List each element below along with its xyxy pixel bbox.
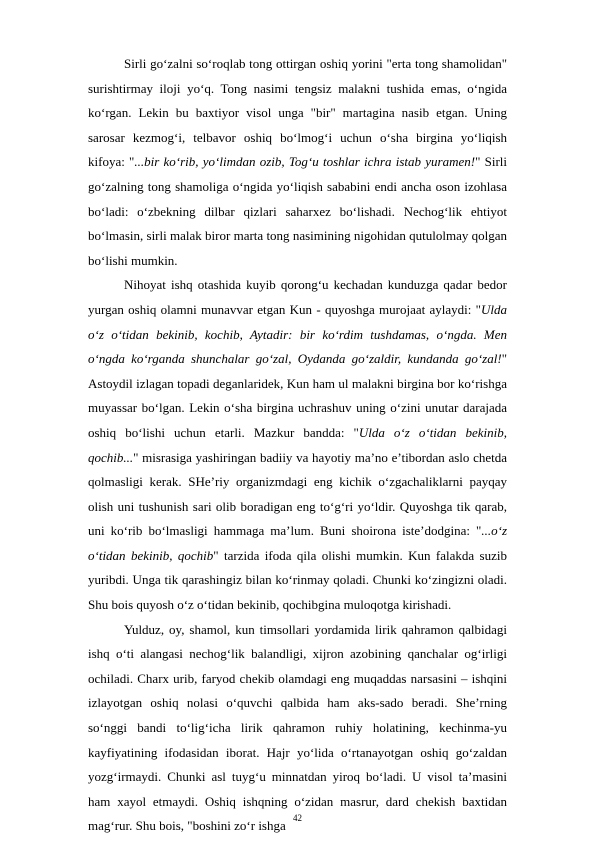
paragraph (88, 52, 507, 273)
quoted-verse: Ulda o‘z o‘tidan bekinib, kochib, Aytadir: bir ko‘rdim tushdamas, o‘ngda. Men o‘ngda ko‘rganda shunchalar go‘zal, Oydanda go‘zaldir, kundanda go‘zal! (88, 301, 507, 367)
document-page (88, 52, 507, 839)
text-run: " Sirli go‘zalning tong shamoliga o‘ngida yo‘liqish sababini endi ancha oson izohlasa bo‘ladi: o‘zbekning dilbar qizlari saharxez bo‘lishadi. Nechog‘lik ehtiyot bo‘lmasin, sirli malak biror marta tong nasimining nigohidan qutulolmay qolgan bo‘lishi mumkin. (88, 154, 507, 268)
quoted-verse: ...o‘z o‘tidan bekinib, qochib (88, 523, 507, 563)
paragraph (88, 273, 507, 617)
text-run: Yulduz, oy, shamol, kun timsollari yordamida lirik qahramon qalbidagi ishq o‘ti alangasi nechog‘lik balandligi, xijron azobining qanchalar og‘irligi ochiladi. Charx urib, faryod chekib olamdagi eng muqaddas narsasini – ishqini izlayotgan oshiq nolasi o‘quvchi qalbida ham aks-sado beradi. She’rning so‘nggi bandi to‘lig‘icha lirik qahramon ruhiy holatining, kechinma-yu kayfiyatining ifodasidan iborat. Hajr yo‘lida o‘rtanayotgan oshiq go‘zaldan yozg‘irmaydi. Chunki asl tuyg‘u minnatdan yiroq bo‘ladi. U visol ta’masini ham xayol etmaydi. Oshiq ishqning o‘zidan masrur, dard chekish baxtidan mag‘rur. Shu bois, "boshini zo‘r ishga (88, 621, 507, 834)
quoted-verse: ...bir ko‘rib, yo‘limdan ozib, Tog‘u toshlar ichra istab yuramen! (134, 154, 476, 170)
text-run: " Astoydil izlagan topadi deganlaridek, Kun ham ul malakni birgina bor ko‘rishga muyassar bo‘lgan. Lekin o‘sha birgina uchrashuv uning o‘zini unutar darajada oshiq bo‘lishi uchun etarli. Mazkur bandda: " (88, 351, 507, 440)
quoted-verse: Ulda o‘z o‘tidan bekinib, qochib... (88, 424, 507, 465)
text-run: Sirli go‘zalni so‘roqlab tong ottirgan oshiq yorini "erta tong shamolidan" surishtirmay iloji yo‘q. Tong nasimi tengsiz malakni tushida emas, o‘ngida ko‘rgan. Lekin bu baxtiyor visol unga "bir" martagina nasib etgan. Uning sarosar kezmog‘i, telbavor oshiq bo‘lmog‘i uchun o‘sha birgina yo‘liqish kifoya: " (88, 56, 507, 170)
body-text (88, 52, 507, 839)
paragraph (88, 618, 507, 839)
text-run: " tarzida ifoda qila olishi mumkin. Kun falakda suzib yuribdi. Unga tik qarashingiz bilan ko‘rinmay qoladi. Chunki ko‘zingizni oladi. Shu bois quyosh o‘z o‘tidan bekinib, qochibgina muloqotga kirishadi. (88, 547, 508, 613)
page-number: 42 (293, 813, 302, 823)
text-run: Nihoyat ishq otashida kuyib qorong‘u kechadan kunduzga qadar bedor yurgan oshiq olamni munavvar etgan Kun - quyoshga murojaat aylaydi: " (88, 277, 507, 317)
text-run: " misrasiga yashiringan badiiy va hayotiy ma’no e’tibordan aslo chetda qolmasligi kerak. SHe’riy organizmdagi eng kichik o‘zgachaliklarni payqay olish uni tushunish sari olib boradigan eng to‘g‘ri yo‘ldir. Quyoshga tik qarab, uni ko‘rib bo‘lmasligi hammaga ma’lum. Buni shoirona iste’dodgina: " (88, 449, 507, 539)
